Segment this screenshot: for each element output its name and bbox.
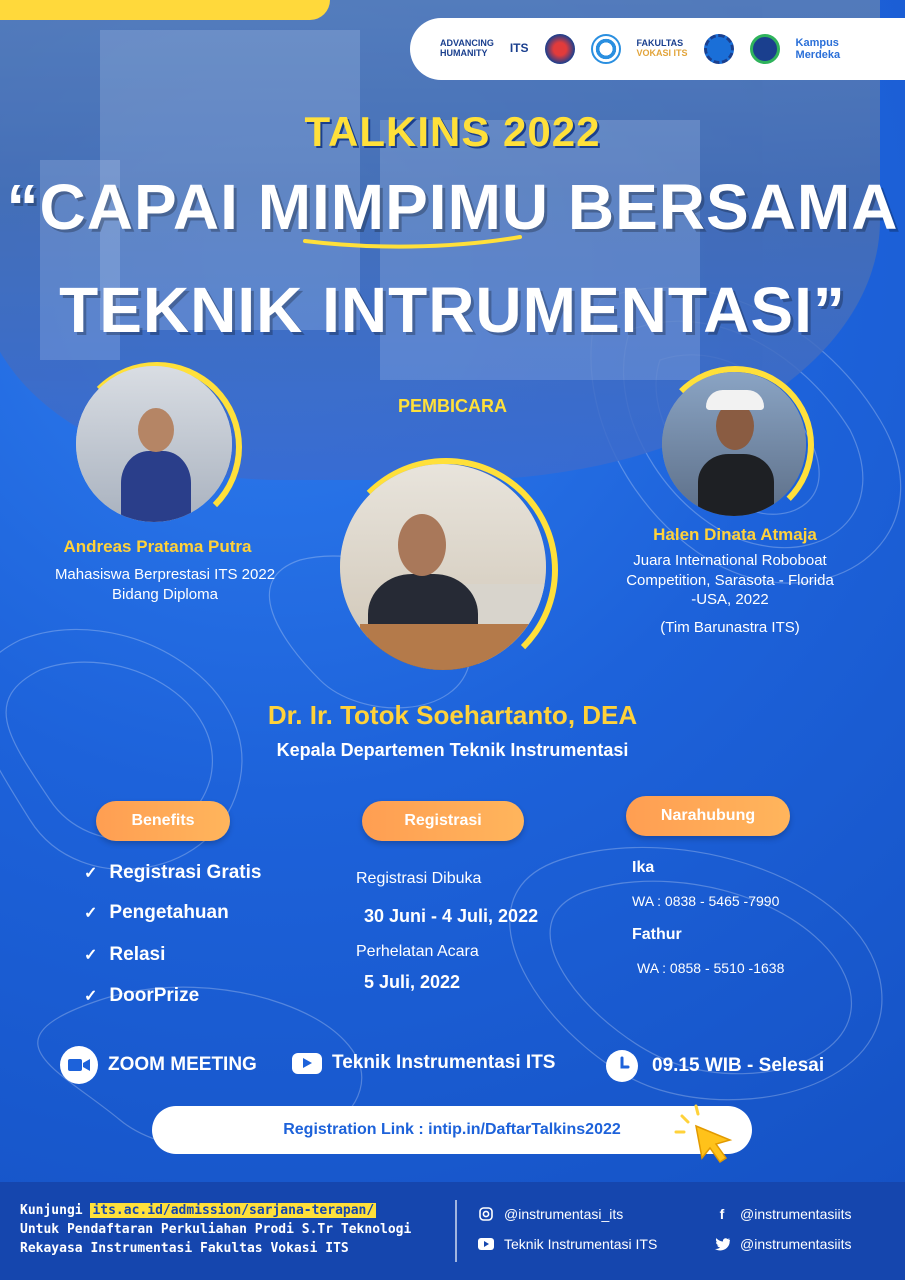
registration-open-dates: 30 Juni - 4 Juli, 2022	[364, 906, 539, 926]
footer	[0, 1182, 905, 1280]
speaker-left-name: Andreas Pratama Putra	[63, 537, 252, 556]
check-icon: ✓	[84, 865, 98, 882]
footer-youtube[interactable]: Teknik Instrumentasi ITS	[478, 1236, 657, 1252]
contact-name: Ika	[632, 859, 655, 876]
youtube-icon	[292, 1053, 322, 1074]
footer-twitter[interactable]: @instrumentasiits	[714, 1236, 851, 1252]
fakultas-vokasi-logo: FAKULTAS VOKASI ITS	[636, 38, 688, 58]
event-date: 5 Juli, 2022	[364, 972, 461, 992]
footer-info: Kunjungi its.ac.id/admission/sarjana-terapan/ Untuk Pendaftaran Perkuliahan Prodi S.Tr Teknologi Rekayasa Instrumentasi Fakultas Vokasi ITS	[20, 1203, 412, 1256]
footer-divider	[455, 1200, 457, 1262]
benefits-pill: Benefits	[96, 801, 230, 841]
speaker-left-desc: Mahasiswa Berprestasi ITS 2022 Bidang Diploma	[54, 566, 276, 603]
youtube-info: Teknik Instrumentasi ITS	[292, 1052, 555, 1074]
time-info: 09.15 WIB - Selesai	[606, 1050, 824, 1082]
contact-wa: WA : 0838 - 5465 -7990	[632, 893, 780, 909]
advancing-humanity-logo: ADVANCING HUMANITY	[440, 38, 494, 58]
event-date-label: Perhelatan Acara	[356, 943, 479, 960]
registrasi-pill: Registrasi	[362, 801, 524, 841]
event-title-line1: “CAPAI MIMPIMU BERSAMA	[6, 171, 899, 243]
admission-link[interactable]: its.ac.id/admission/sarjana-terapan/	[92, 1203, 375, 1218]
contact-wa: WA : 0858 - 5510 -1638	[637, 960, 785, 976]
video-camera-icon	[60, 1046, 98, 1084]
event-name: TALKINS 2022	[304, 108, 601, 155]
registration-open-label: Registrasi Dibuka	[356, 870, 482, 887]
benefit-item: ✓ DoorPrize	[84, 985, 200, 1006]
event-title-line2: TEKNIK INTRUMENTASI”	[59, 274, 846, 346]
logo-bar	[410, 18, 905, 80]
check-icon: ✓	[84, 905, 98, 922]
its-60-logo	[591, 34, 621, 64]
benefit-item: ✓ Relasi	[84, 944, 166, 965]
speaker-right-desc: Juara International Roboboat Competition, Sarasota - Florida -USA, 2022 (Tim Barunastra ITS)	[626, 552, 834, 636]
speaker-right-photo	[662, 372, 806, 516]
twitter-icon	[714, 1236, 730, 1252]
speaker-left-photo	[76, 366, 232, 522]
narahubung-pill: Narahubung	[626, 796, 790, 836]
facebook-icon: f	[719, 1206, 725, 1222]
gear-icon	[704, 34, 734, 64]
check-icon: ✓	[84, 988, 98, 1005]
its-logo: ITS	[509, 41, 529, 56]
footer-facebook[interactable]: f @instrumentasiits	[714, 1206, 851, 1222]
speakers-label: PEMBICARA	[397, 396, 507, 416]
department-emblem-logo	[750, 34, 780, 64]
benefit-item: ✓ Pengetahuan	[84, 902, 229, 923]
benefit-item: ✓ Registrasi Gratis	[84, 862, 262, 883]
kampus-merdeka-logo: Kampus Merdeka	[795, 36, 841, 61]
speaker-main-photo	[340, 464, 546, 670]
check-icon: ✓	[84, 947, 98, 964]
title-underline-swoosh	[300, 233, 525, 251]
click-pointer-icon	[672, 1100, 742, 1170]
yellow-corner-accent	[0, 0, 330, 20]
speaker-main-name: Dr. Ir. Totok Soehartanto, DEA	[267, 700, 638, 730]
youtube-icon	[478, 1236, 494, 1252]
speaker-right-name: Halen Dinata Atmaja	[653, 525, 817, 544]
speaker-main-role: Kepala Departemen Teknik Instrumentasi	[276, 740, 629, 760]
instagram-icon	[478, 1206, 494, 1222]
zoom-info: ZOOM MEETING	[60, 1046, 257, 1084]
kemendikbud-logo	[545, 34, 575, 64]
contact-name: Fathur	[632, 926, 682, 943]
clock-icon	[606, 1050, 638, 1082]
footer-instagram[interactable]: @instrumentasi_its	[478, 1206, 623, 1222]
registration-link[interactable]: Registration Link : intip.in/DaftarTalkins2022	[152, 1106, 752, 1154]
